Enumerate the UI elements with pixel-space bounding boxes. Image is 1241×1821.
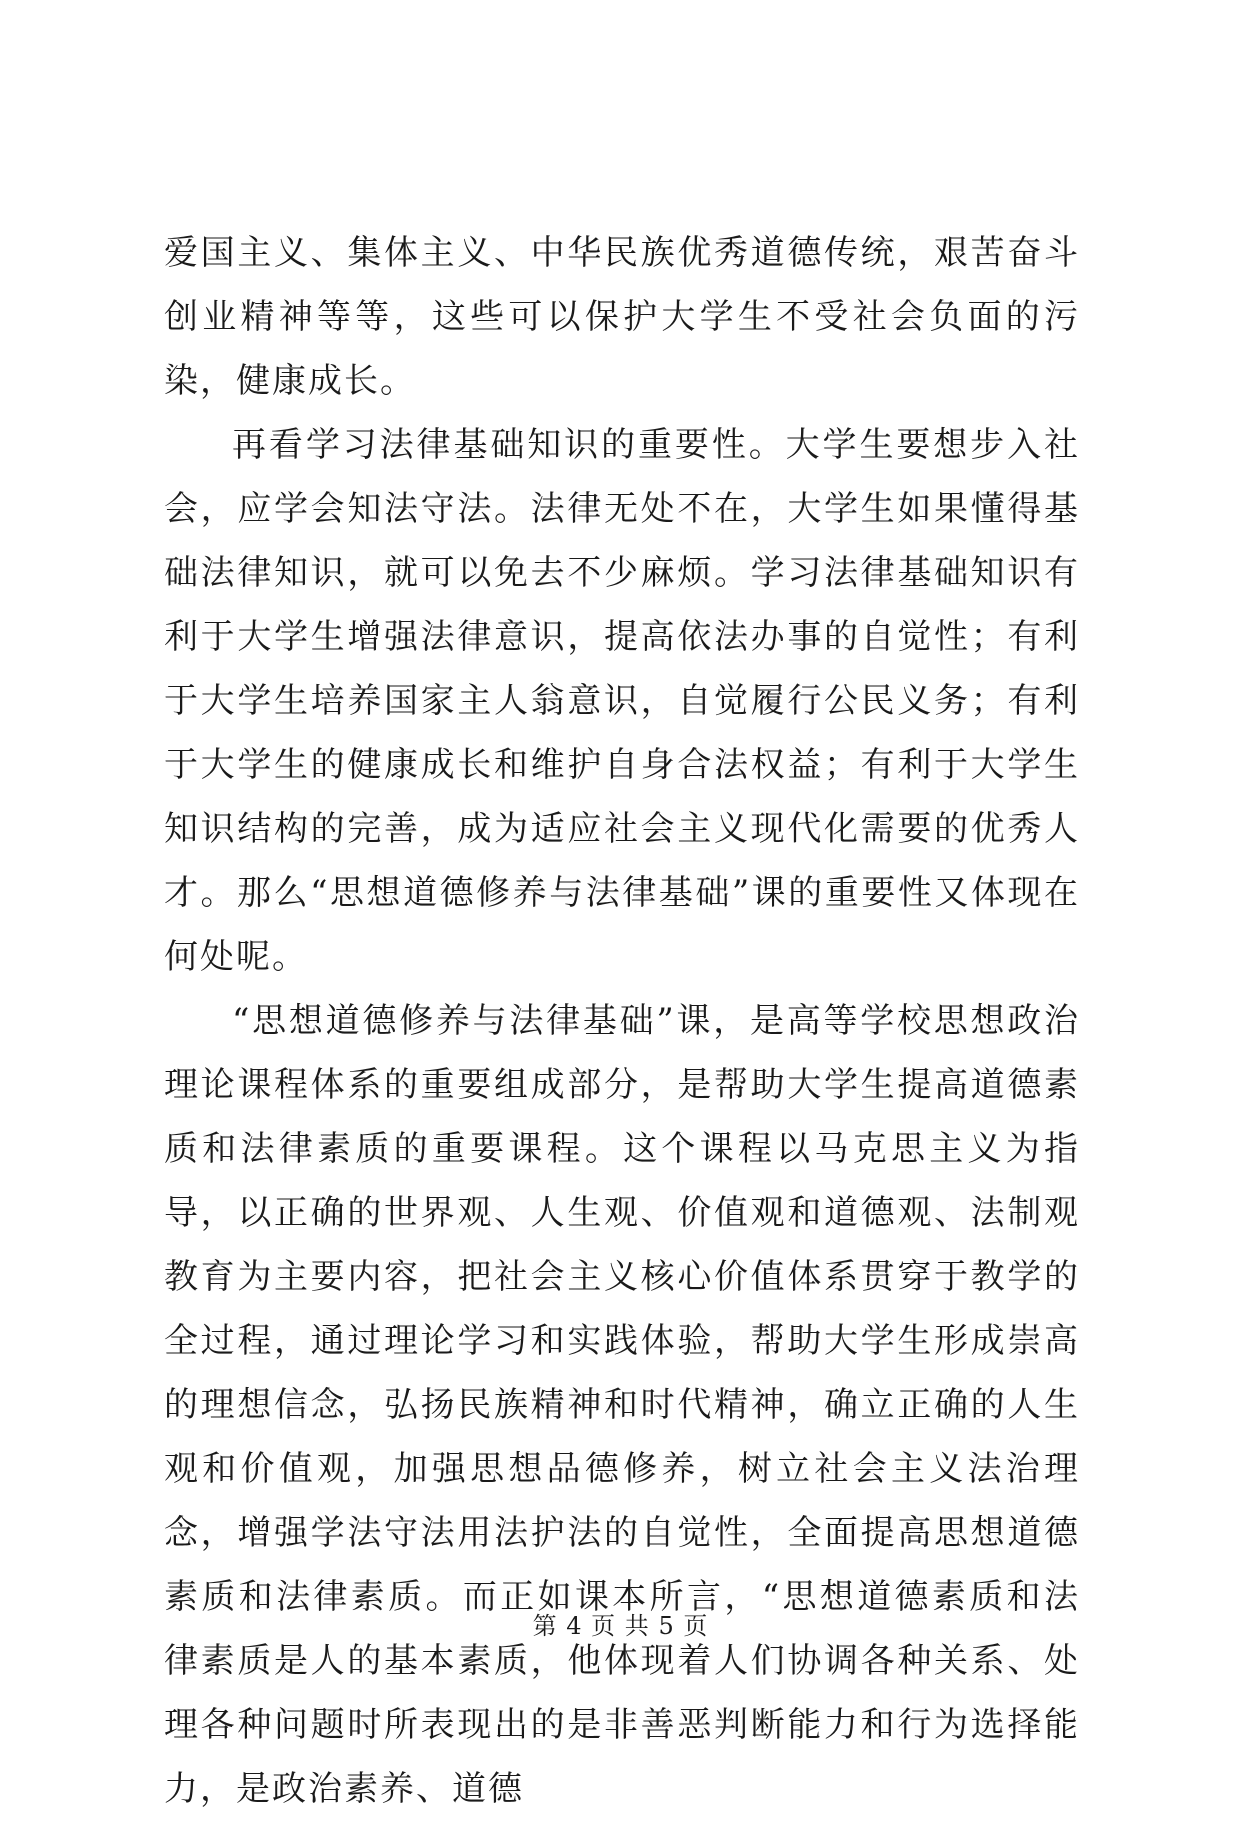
page-number-footer: 第 4 页 共 5 页 <box>532 1612 709 1640</box>
paragraph-2: 再看学习法律基础知识的重要性。大学生要想步入社会，应学会知法守法。法律无处不在，大学生如果懂得基础法律知识，就可以免去不少麻烦。学习法律基础知识有利于大学生增强法律意识，提高依法办事的自觉性；有利于大学生培养国家主人翁意识，自觉履行公民义务；有利于大学生的健康成长和维护自身合法权益；有利于大学生知识结构的完善，成为适应社会主义现代化需要的优秀人才。那么“思想道德修养与法律基础”课的重要性又体现在何处呢。 <box>164 425 1080 977</box>
paragraph-1: 爱国主义、集体主义、中华民族优秀道德传统，艰苦奋斗创业精神等等，这些可以保护大学生不受社会负面的污染，健康成长。 <box>164 233 1080 401</box>
paragraph-3: “思想道德修养与法律基础”课，是高等学校思想政治理论课程体系的重要组成部分，是帮助大学生提高道德素质和法律素质的重要课程。这个课程以马克思主义为指导，以正确的世界观、人生观、价值观和道德观、法制观教育为主要内容，把社会主义核心价值体系贯穿于教学的全过程，通过理论学习和实践体验，帮助大学生形成崇高的理想信念，弘扬民族精神和时代精神，确立正确的人生观和价值观，加强思想品德修养，树立社会主义法治理念，增强学法守法用法护法的自觉性，全面提高思想道德素质和法律素质。而正如课本所言，“思想道德素质和法律素质是人的基本素质，他体现着人们协调各种关系、处理各种问题时所表现出的是非善恶判断能力和行为选择能力，是政治素养、道德 <box>164 1001 1080 1809</box>
document-body <box>164 221 1080 1821</box>
